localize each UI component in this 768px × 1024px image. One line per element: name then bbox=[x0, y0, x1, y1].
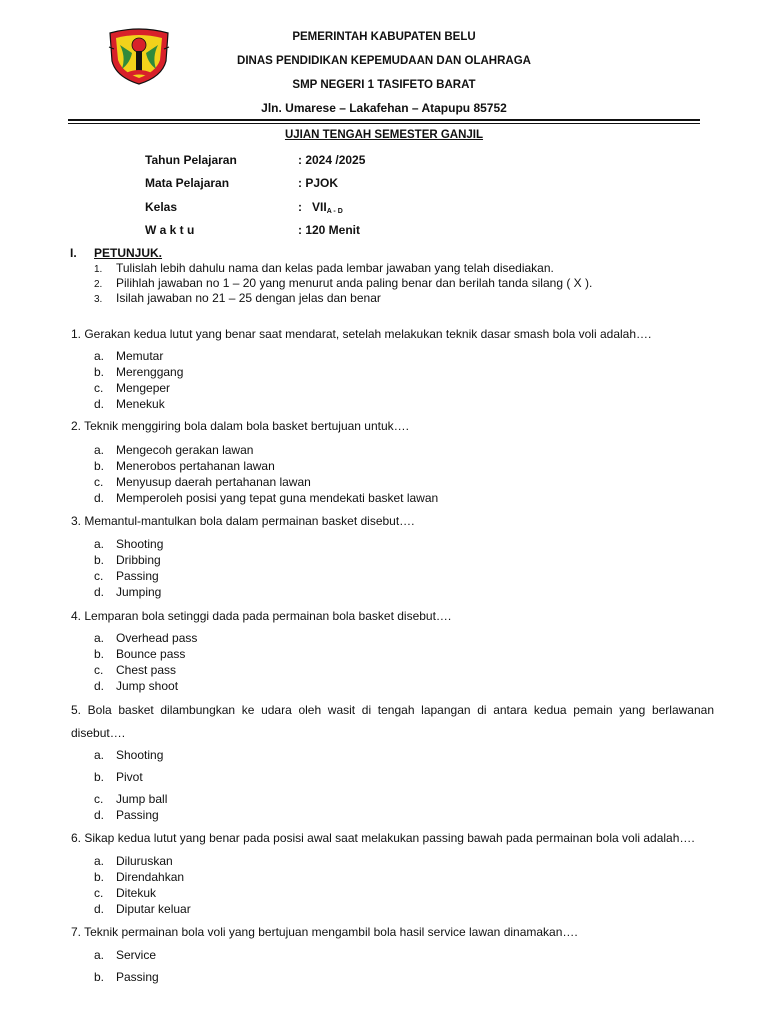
option bbox=[94, 631, 197, 645]
option bbox=[94, 397, 165, 411]
header-address: Jln. Umarese – Lakafehan – Atapupu 85752 bbox=[261, 101, 507, 115]
option-text: Direndahkan bbox=[116, 870, 185, 884]
option-text: Overhead pass bbox=[116, 631, 198, 645]
option-text: Jump ball bbox=[116, 792, 168, 806]
header-school-name: SMP NEGERI 1 TASIFETO BARAT bbox=[292, 79, 476, 91]
instruction-text: Pilihlah jawaban no 1 – 20 yang menurut anda paling benar dan berilah tanda silang ( X ). bbox=[116, 276, 593, 290]
option-text: Mengecoh gerakan lawan bbox=[116, 443, 254, 457]
option-letter: d. bbox=[94, 491, 105, 505]
header-divider-thick bbox=[68, 119, 700, 121]
option bbox=[94, 443, 253, 457]
option-text: Memutar bbox=[116, 349, 164, 363]
option-letter: c. bbox=[94, 381, 104, 395]
info-label: Kelas bbox=[145, 200, 178, 214]
option-letter: b. bbox=[94, 870, 105, 884]
info-value: : 120 Menit bbox=[298, 223, 361, 237]
option bbox=[94, 970, 159, 984]
option bbox=[94, 537, 163, 551]
question-2: 2. Teknik menggiring bola dalam bola basket bertujuan untuk…. bbox=[71, 419, 409, 433]
option-text: Menyusup daerah pertahanan lawan bbox=[116, 475, 311, 489]
section-title-petunjuk: PETUNJUK. bbox=[94, 246, 163, 260]
option-letter: b. bbox=[94, 365, 105, 379]
option-letter: b. bbox=[94, 970, 105, 984]
option-text: Service bbox=[116, 948, 157, 962]
option-letter: a. bbox=[94, 748, 105, 762]
option bbox=[94, 902, 191, 916]
kelas-colon: : bbox=[298, 200, 302, 214]
option-letter: a. bbox=[94, 349, 105, 363]
option-letter: d. bbox=[94, 808, 105, 822]
option-text: Merenggang bbox=[116, 365, 184, 379]
option-letter: d. bbox=[94, 679, 105, 693]
option bbox=[94, 948, 156, 962]
option bbox=[94, 365, 183, 379]
option-letter: d. bbox=[94, 585, 105, 599]
option bbox=[94, 569, 159, 583]
option bbox=[94, 854, 173, 868]
question-1: 1. Gerakan kedua lutut yang benar saat mendarat, setelah melakukan teknik dasar smash bola voli adalah…. bbox=[71, 327, 652, 341]
info-label: Tahun Pelajaran bbox=[145, 153, 237, 167]
kelas-subscript: A - D bbox=[326, 208, 343, 215]
option-letter: a. bbox=[94, 443, 105, 457]
option-text: Passing bbox=[116, 970, 159, 984]
exam-title: UJIAN TENGAH SEMESTER GANJIL bbox=[284, 129, 484, 141]
option-text: Menerobos pertahanan lawan bbox=[116, 459, 275, 473]
option-letter: b. bbox=[94, 553, 105, 567]
info-value: : PJOK bbox=[298, 176, 339, 190]
option-text: Mengeper bbox=[116, 381, 171, 395]
instruction-item bbox=[94, 261, 554, 275]
question-7: 7. Teknik permainan bola voli yang bertujuan mengambil bola hasil service lawan dinamakan…. bbox=[71, 925, 578, 939]
section-number: I. bbox=[70, 246, 77, 260]
option bbox=[94, 491, 438, 505]
instruction-number: 3. bbox=[94, 294, 103, 305]
option bbox=[94, 748, 163, 762]
option bbox=[94, 870, 184, 884]
option-text: Passing bbox=[116, 569, 159, 583]
question-3: 3. Memantul-mantulkan bola dalam permainan basket disebut…. bbox=[71, 514, 415, 528]
option-letter: a. bbox=[94, 537, 105, 551]
option-text: Memperoleh posisi yang tepat guna mendekati basket lawan bbox=[116, 491, 439, 505]
option bbox=[94, 679, 178, 693]
instruction-text: Tulislah lebih dahulu nama dan kelas pada lembar jawaban yang telah disediakan. bbox=[116, 261, 554, 275]
info-label: Mata Pelajaran bbox=[145, 176, 230, 190]
option-text: Diputar keluar bbox=[116, 902, 191, 916]
kelas-value: VII bbox=[312, 200, 327, 214]
option-text: Jumping bbox=[116, 585, 162, 599]
option bbox=[94, 663, 176, 677]
option bbox=[94, 349, 163, 363]
option-letter: b. bbox=[94, 459, 105, 473]
option bbox=[94, 585, 161, 599]
option-text: Passing bbox=[116, 808, 159, 822]
option-letter: c. bbox=[94, 663, 104, 677]
instruction-item bbox=[94, 291, 381, 305]
info-label: W a k t u bbox=[145, 223, 195, 237]
option-text: Bounce pass bbox=[116, 647, 186, 661]
option-text: Ditekuk bbox=[116, 886, 157, 900]
option bbox=[94, 459, 275, 473]
option bbox=[94, 792, 167, 806]
option-letter: c. bbox=[94, 569, 104, 583]
instruction-number: 2. bbox=[94, 279, 103, 290]
option bbox=[94, 886, 156, 900]
instruction-item bbox=[94, 276, 592, 290]
option bbox=[94, 475, 311, 489]
option-letter: a. bbox=[94, 854, 105, 868]
option bbox=[94, 647, 185, 661]
header-government-name: PEMERINTAH KABUPATEN BELU bbox=[292, 31, 476, 43]
option-text: Diluruskan bbox=[116, 854, 173, 868]
option-letter: b. bbox=[94, 647, 105, 661]
header-divider-thin bbox=[68, 123, 700, 124]
option-letter: b. bbox=[94, 770, 105, 784]
option-letter: d. bbox=[94, 902, 105, 916]
question-6: 6. Sikap kedua lutut yang benar pada posisi awal saat melakukan passing bawah pada permainan bola voli adalah…. bbox=[71, 831, 695, 845]
option-letter: c. bbox=[94, 792, 104, 806]
option-text: Dribbing bbox=[116, 553, 161, 567]
option bbox=[94, 770, 143, 784]
question-5-line-1: 5. Bola basket dilambungkan ke udara oleh wasit di tengah lapangan di antara kedua pemain yang berlawanan bbox=[71, 703, 714, 717]
question-5-line-2: disebut…. bbox=[71, 726, 126, 740]
option-letter: a. bbox=[94, 631, 105, 645]
option-text: Jump shoot bbox=[116, 679, 179, 693]
option bbox=[94, 553, 161, 567]
option-text: Shooting bbox=[116, 748, 164, 762]
info-value bbox=[298, 200, 343, 215]
instruction-text: Isilah jawaban no 21 – 25 dengan jelas dan benar bbox=[116, 291, 381, 305]
option-letter: c. bbox=[94, 475, 104, 489]
option-letter: a. bbox=[94, 948, 105, 962]
option-text: Chest pass bbox=[116, 663, 177, 677]
option-text: Menekuk bbox=[116, 397, 165, 411]
instruction-number: 1. bbox=[94, 264, 103, 275]
option bbox=[94, 808, 159, 822]
option-letter: d. bbox=[94, 397, 105, 411]
option-letter: c. bbox=[94, 886, 104, 900]
option-text: Shooting bbox=[116, 537, 164, 551]
option bbox=[94, 381, 170, 395]
header-department-name: DINAS PENDIDIKAN KEPEMUDAAN DAN OLAHRAGA bbox=[237, 55, 531, 67]
option-text: Pivot bbox=[116, 770, 143, 784]
question-4: 4. Lemparan bola setinggi dada pada permainan bola basket disebut…. bbox=[71, 609, 452, 623]
info-value: : 2024 /2025 bbox=[298, 153, 366, 167]
